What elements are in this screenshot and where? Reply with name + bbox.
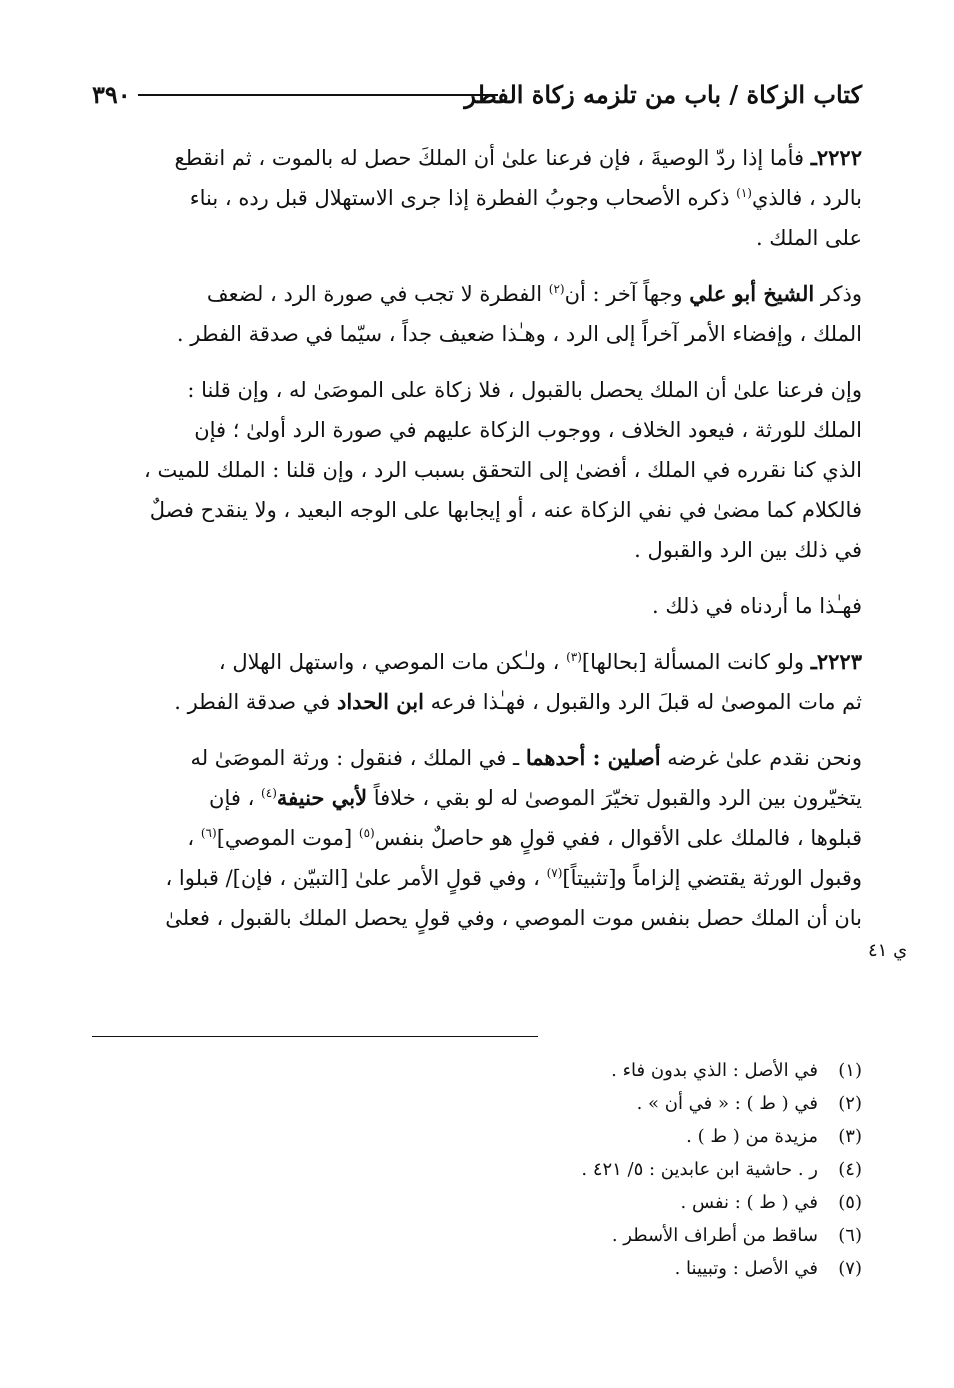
- text-line: [92, 738, 862, 778]
- footnote-number: (٧): [838, 1258, 862, 1279]
- text-span: الملك للورثة ، فيعود الخلاف ، ووجوب الزكاة عليهم في صورة الرد أولىٰ ؛ فإن: [194, 418, 862, 442]
- scholar-name: ابن الحداد: [336, 689, 424, 714]
- text-span: ، فإن: [209, 786, 255, 810]
- text-line: [92, 450, 862, 490]
- text-line: [92, 370, 862, 410]
- page-number: ٣٩٠: [92, 80, 131, 109]
- text-line: [92, 530, 862, 570]
- text-line: [92, 858, 862, 898]
- bold-term: أصلين : أحدهما: [525, 745, 661, 770]
- text-span: فهـٰذا ما أردناه في ذلك .: [652, 594, 862, 618]
- text-line: [92, 586, 862, 626]
- text-span: وذكر: [820, 282, 862, 306]
- running-title: كتاب الزكاة / باب من تلزمه زكاة الفطر: [464, 80, 862, 109]
- footnote-number: (٢): [838, 1093, 862, 1114]
- text-span: ذكره الأصحاب وجوبُ الفطرة إذا جرى الاستهلال قبل رده ، بناء: [189, 186, 730, 210]
- paragraph-conclusion: [92, 586, 862, 626]
- main-text: [92, 138, 862, 954]
- footnote-ref[interactable]: (٢): [548, 282, 565, 296]
- footnote-item: [362, 1186, 862, 1219]
- paragraph-acceptance: [92, 370, 862, 570]
- text-span: ،: [187, 826, 195, 850]
- footnote-item: [362, 1120, 862, 1153]
- text-span: [موت الموصي]: [216, 826, 353, 850]
- footnote-text: مزيدة من ( ط ) .: [686, 1126, 818, 1147]
- section-number: ٢٢٢٢ـ: [810, 145, 862, 170]
- paragraph-two-principles: [92, 738, 862, 938]
- text-line: [92, 274, 862, 314]
- margin-manuscript-marker: ي ٤١: [868, 940, 908, 961]
- text-span: يتخيّرون بين الرد والقبول تخيّرَ الموصىٰ له لو بقي ، خلافاً: [373, 786, 862, 810]
- footnote-item: [362, 1054, 862, 1087]
- footnote-item: [362, 1087, 862, 1120]
- footnote-text: في ( ط ) : « في أن » .: [636, 1093, 818, 1114]
- footnote-number: (١): [838, 1060, 862, 1081]
- text-span: الفطرة لا تجب في صورة الرد ، لضعف: [206, 282, 543, 306]
- footnote-separator: [92, 1036, 538, 1037]
- footnote-ref[interactable]: (٤): [261, 786, 277, 800]
- paragraph-2223: [92, 642, 862, 722]
- text-span: على الملك .: [755, 226, 862, 250]
- text-span: وإن فرعنا علىٰ أن الملك يحصل بالقبول ، فلا زكاة على الموصَىٰ له ، وإن قلنا :: [187, 378, 862, 402]
- text-line: [92, 410, 862, 450]
- footnote-number: (٤): [838, 1159, 862, 1180]
- header-rule: [138, 94, 498, 96]
- footnote-item: [362, 1252, 862, 1285]
- text-span: بان أن الملك حصل بنفس موت الموصي ، وفي قولٍ يحصل الملك بالقبول ، فعلىٰ: [165, 906, 862, 930]
- text-span: ونحن نقدم علىٰ غرضه: [667, 746, 862, 770]
- text-span: ، ولـٰكن مات الموصي ، واستهل الهلال ،: [218, 650, 560, 674]
- footnote-ref[interactable]: (٦): [200, 826, 217, 840]
- text-line: [92, 138, 862, 178]
- text-line: [92, 818, 862, 858]
- footnote-item: [362, 1153, 862, 1186]
- text-span: الملك ، وإفضاء الأمر آخراً إلى الرد ، وهـٰذا ضعيف جداً ، سيّما في صدقة الفطر .: [176, 322, 862, 346]
- footnote-ref[interactable]: (٣): [566, 650, 582, 664]
- text-span: وجهاً آخر : أن: [564, 282, 683, 306]
- footnote-text: في الأصل : الذي بدون فاء .: [611, 1060, 818, 1081]
- text-span: ولو كانت المسألة [بحالها]: [581, 650, 805, 674]
- section-number: ٢٢٢٣ـ: [810, 649, 862, 674]
- scholar-name: الشيخ أبو علي: [689, 281, 815, 306]
- text-line: [92, 178, 862, 218]
- paragraph-2222: [92, 138, 862, 258]
- footnote-ref[interactable]: (١): [736, 186, 752, 200]
- text-span: فأما إذا ردّ الوصيةَ ، فإن فرعنا علىٰ أن الملكَ حصل له بالموت ، ثم انقطع: [174, 146, 805, 170]
- footnote-text: ر . حاشية ابن عابدين : ٥/ ٤٢١ .: [581, 1159, 818, 1180]
- footnote-ref[interactable]: (٧): [546, 866, 563, 880]
- page-header: [92, 78, 862, 118]
- footnote-text: في ( ط ) : نفس .: [680, 1192, 818, 1213]
- footnote-item: [362, 1219, 862, 1252]
- footnotes: [362, 1054, 862, 1285]
- text-span: وقبول الورثة يقتضي إلزاماً و[تثبيتاً]: [562, 866, 862, 890]
- text-span: الذي كنا نقرره في الملك ، أفضىٰ إلى التحقق بسبب الرد ، وإن قلنا : الملك للميت ،: [144, 458, 862, 482]
- text-line: [92, 218, 862, 258]
- footnote-number: (٥): [838, 1192, 862, 1213]
- text-span: قبلوها ، فالملك على الأقوال ، ففي قولٍ هو حاصلٌ بنفس: [374, 826, 862, 850]
- scholar-name: لأبي حنيفة: [276, 785, 368, 810]
- text-line: [92, 490, 862, 530]
- paragraph-abu-ali: [92, 274, 862, 354]
- text-line: [92, 778, 862, 818]
- footnote-ref[interactable]: (٥): [358, 826, 375, 840]
- text-span: ـ في الملك ، فنقول : ورثة الموصَىٰ له: [190, 746, 520, 770]
- text-span: فالكلام كما مضىٰ في نفي الزكاة عنه ، أو إيجابها على الوجه البعيد ، ولا ينقدح فصلٌ: [149, 498, 862, 522]
- footnote-text: في الأصل : وتبيينا .: [674, 1258, 818, 1279]
- footnote-number: (٦): [838, 1225, 862, 1246]
- text-line: [92, 314, 862, 354]
- text-span: في ذلك بين الرد والقبول .: [634, 538, 862, 562]
- text-line: [92, 642, 862, 682]
- text-span: في صدقة الفطر .: [174, 690, 331, 714]
- footnote-number: (٣): [838, 1126, 862, 1147]
- text-span: ، وفي قولٍ الأمر علىٰ [التبيّن ، فإن]/ قبلوا ،: [165, 866, 540, 890]
- text-span: ثم مات الموصىٰ له قبلَ الرد والقبول ، فهـٰذا فرعه: [430, 690, 862, 714]
- text-line: [92, 898, 862, 938]
- footnote-text: ساقط من أطراف الأسطر .: [611, 1225, 818, 1246]
- text-span: بالرد ، فالذي: [751, 186, 862, 210]
- text-line: [92, 682, 862, 722]
